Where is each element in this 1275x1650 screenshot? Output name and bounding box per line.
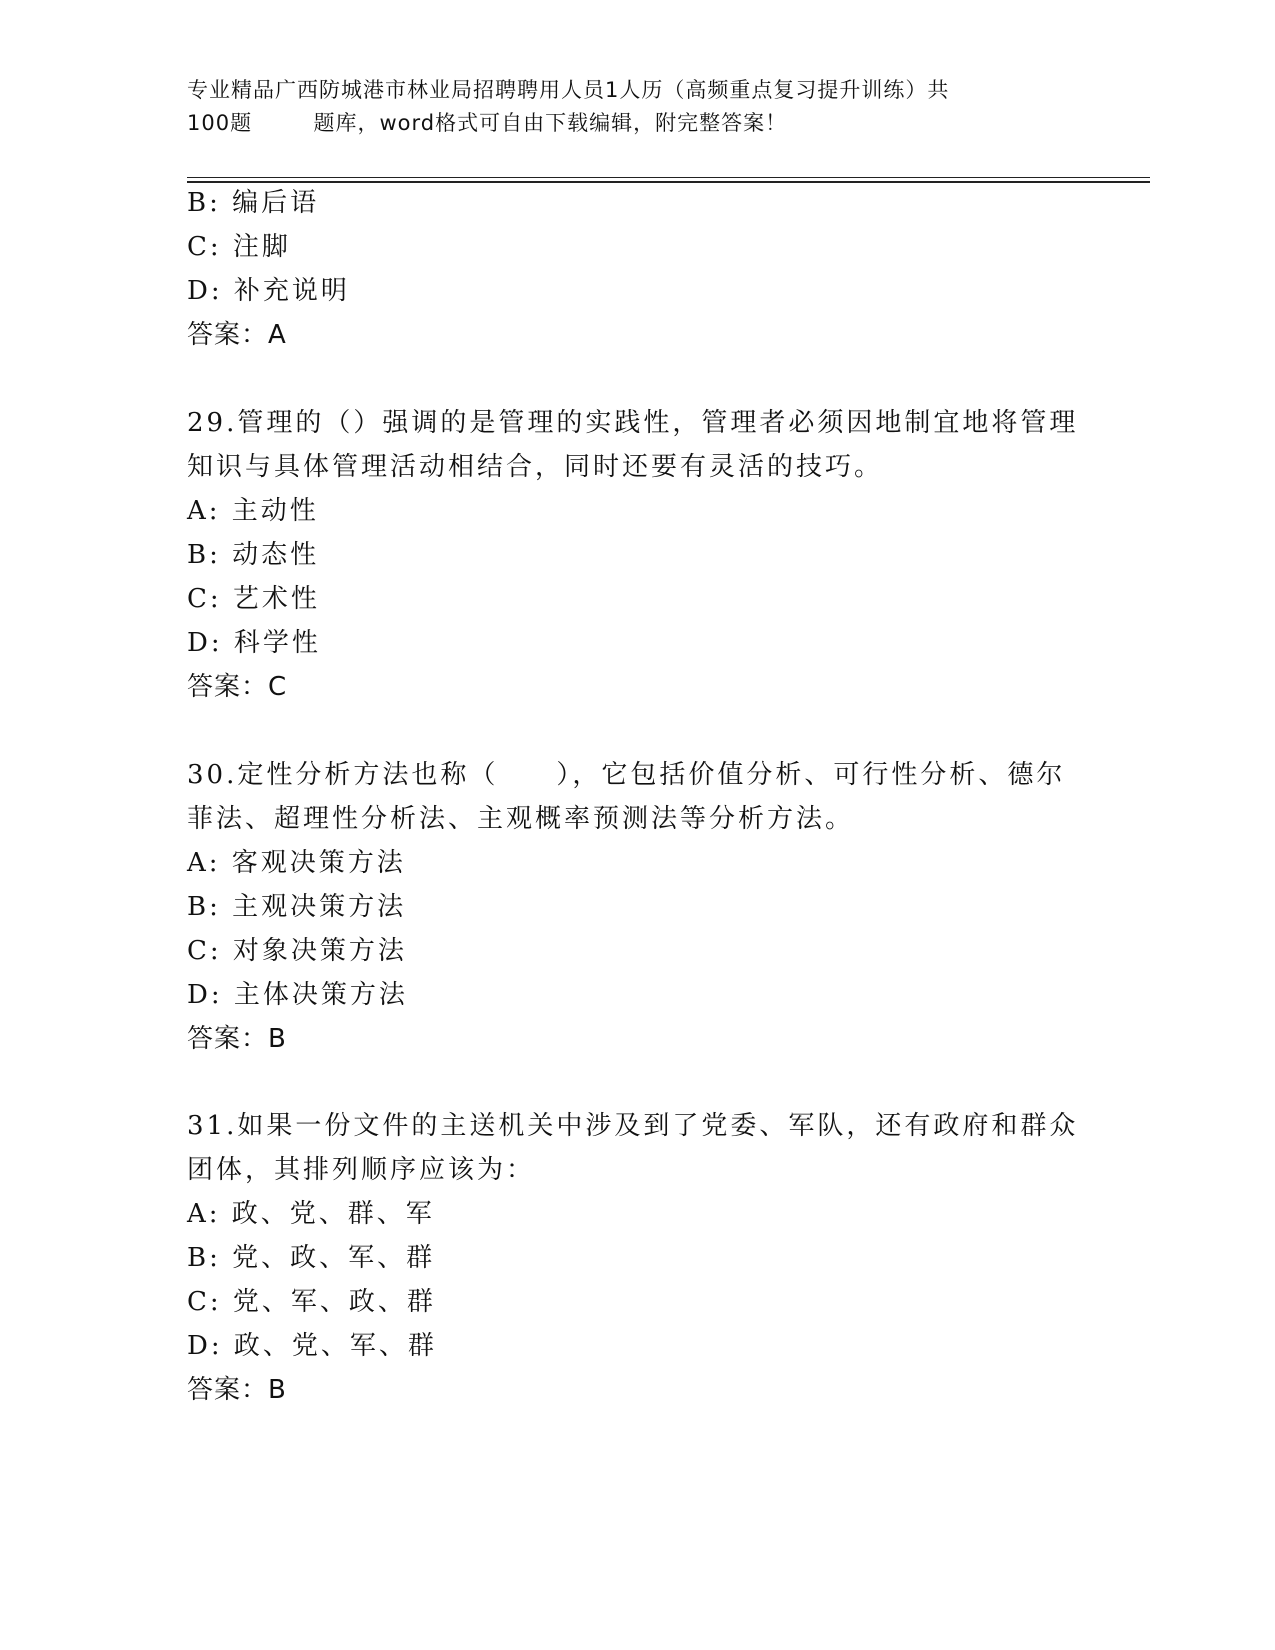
answer-line: 答案：B xyxy=(187,1024,287,1054)
question-text: 菲法、超理性分析法、主观概率预测法等分析方法。 xyxy=(187,804,855,834)
option: D: 政、党、军、群 xyxy=(187,1331,437,1361)
answer-line: 答案：C xyxy=(187,672,288,702)
answer-line: 答案：A xyxy=(187,320,287,350)
option: C: 注脚 xyxy=(187,232,291,262)
option: D: 科学性 xyxy=(187,628,321,658)
header-line-2: 100题 题库，word格式可自由下载编辑，附完整答案！ xyxy=(187,111,788,135)
option: A: 客观决策方法 xyxy=(187,848,406,878)
option: B: 主观决策方法 xyxy=(187,892,407,922)
question-text: 知识与具体管理活动相结合，同时还要有灵活的技巧。 xyxy=(187,452,884,482)
option: D: 补充说明 xyxy=(187,276,350,306)
document-body xyxy=(187,0,1087,1650)
option: C: 艺术性 xyxy=(187,584,320,614)
header-line-1: 专业精品广西防城港市林业局招聘聘用人员1人历（高频重点复习提升训练）共 xyxy=(187,78,950,102)
question-text: 30.定性分析方法也称（ ），它包括价值分析、可行性分析、德尔 xyxy=(187,760,1066,790)
question-text: 29.管理的（）强调的是管理的实践性，管理者必须因地制宜地将管理 xyxy=(187,408,1079,438)
question-text: 团体，其排列顺序应该为： xyxy=(187,1155,536,1185)
option: C: 党、军、政、群 xyxy=(187,1287,436,1317)
answer-line: 答案：B xyxy=(187,1375,287,1405)
option: D: 主体决策方法 xyxy=(187,980,408,1010)
option: B: 党、政、军、群 xyxy=(187,1243,436,1273)
option: B: 编后语 xyxy=(187,188,320,218)
option: A: 政、党、群、军 xyxy=(187,1199,435,1229)
option: A: 主动性 xyxy=(187,496,319,526)
question-text: 31.如果一份文件的主送机关中涉及到了党委、军队，还有政府和群众 xyxy=(187,1111,1079,1141)
option: B: 动态性 xyxy=(187,540,320,570)
option: C: 对象决策方法 xyxy=(187,936,407,966)
